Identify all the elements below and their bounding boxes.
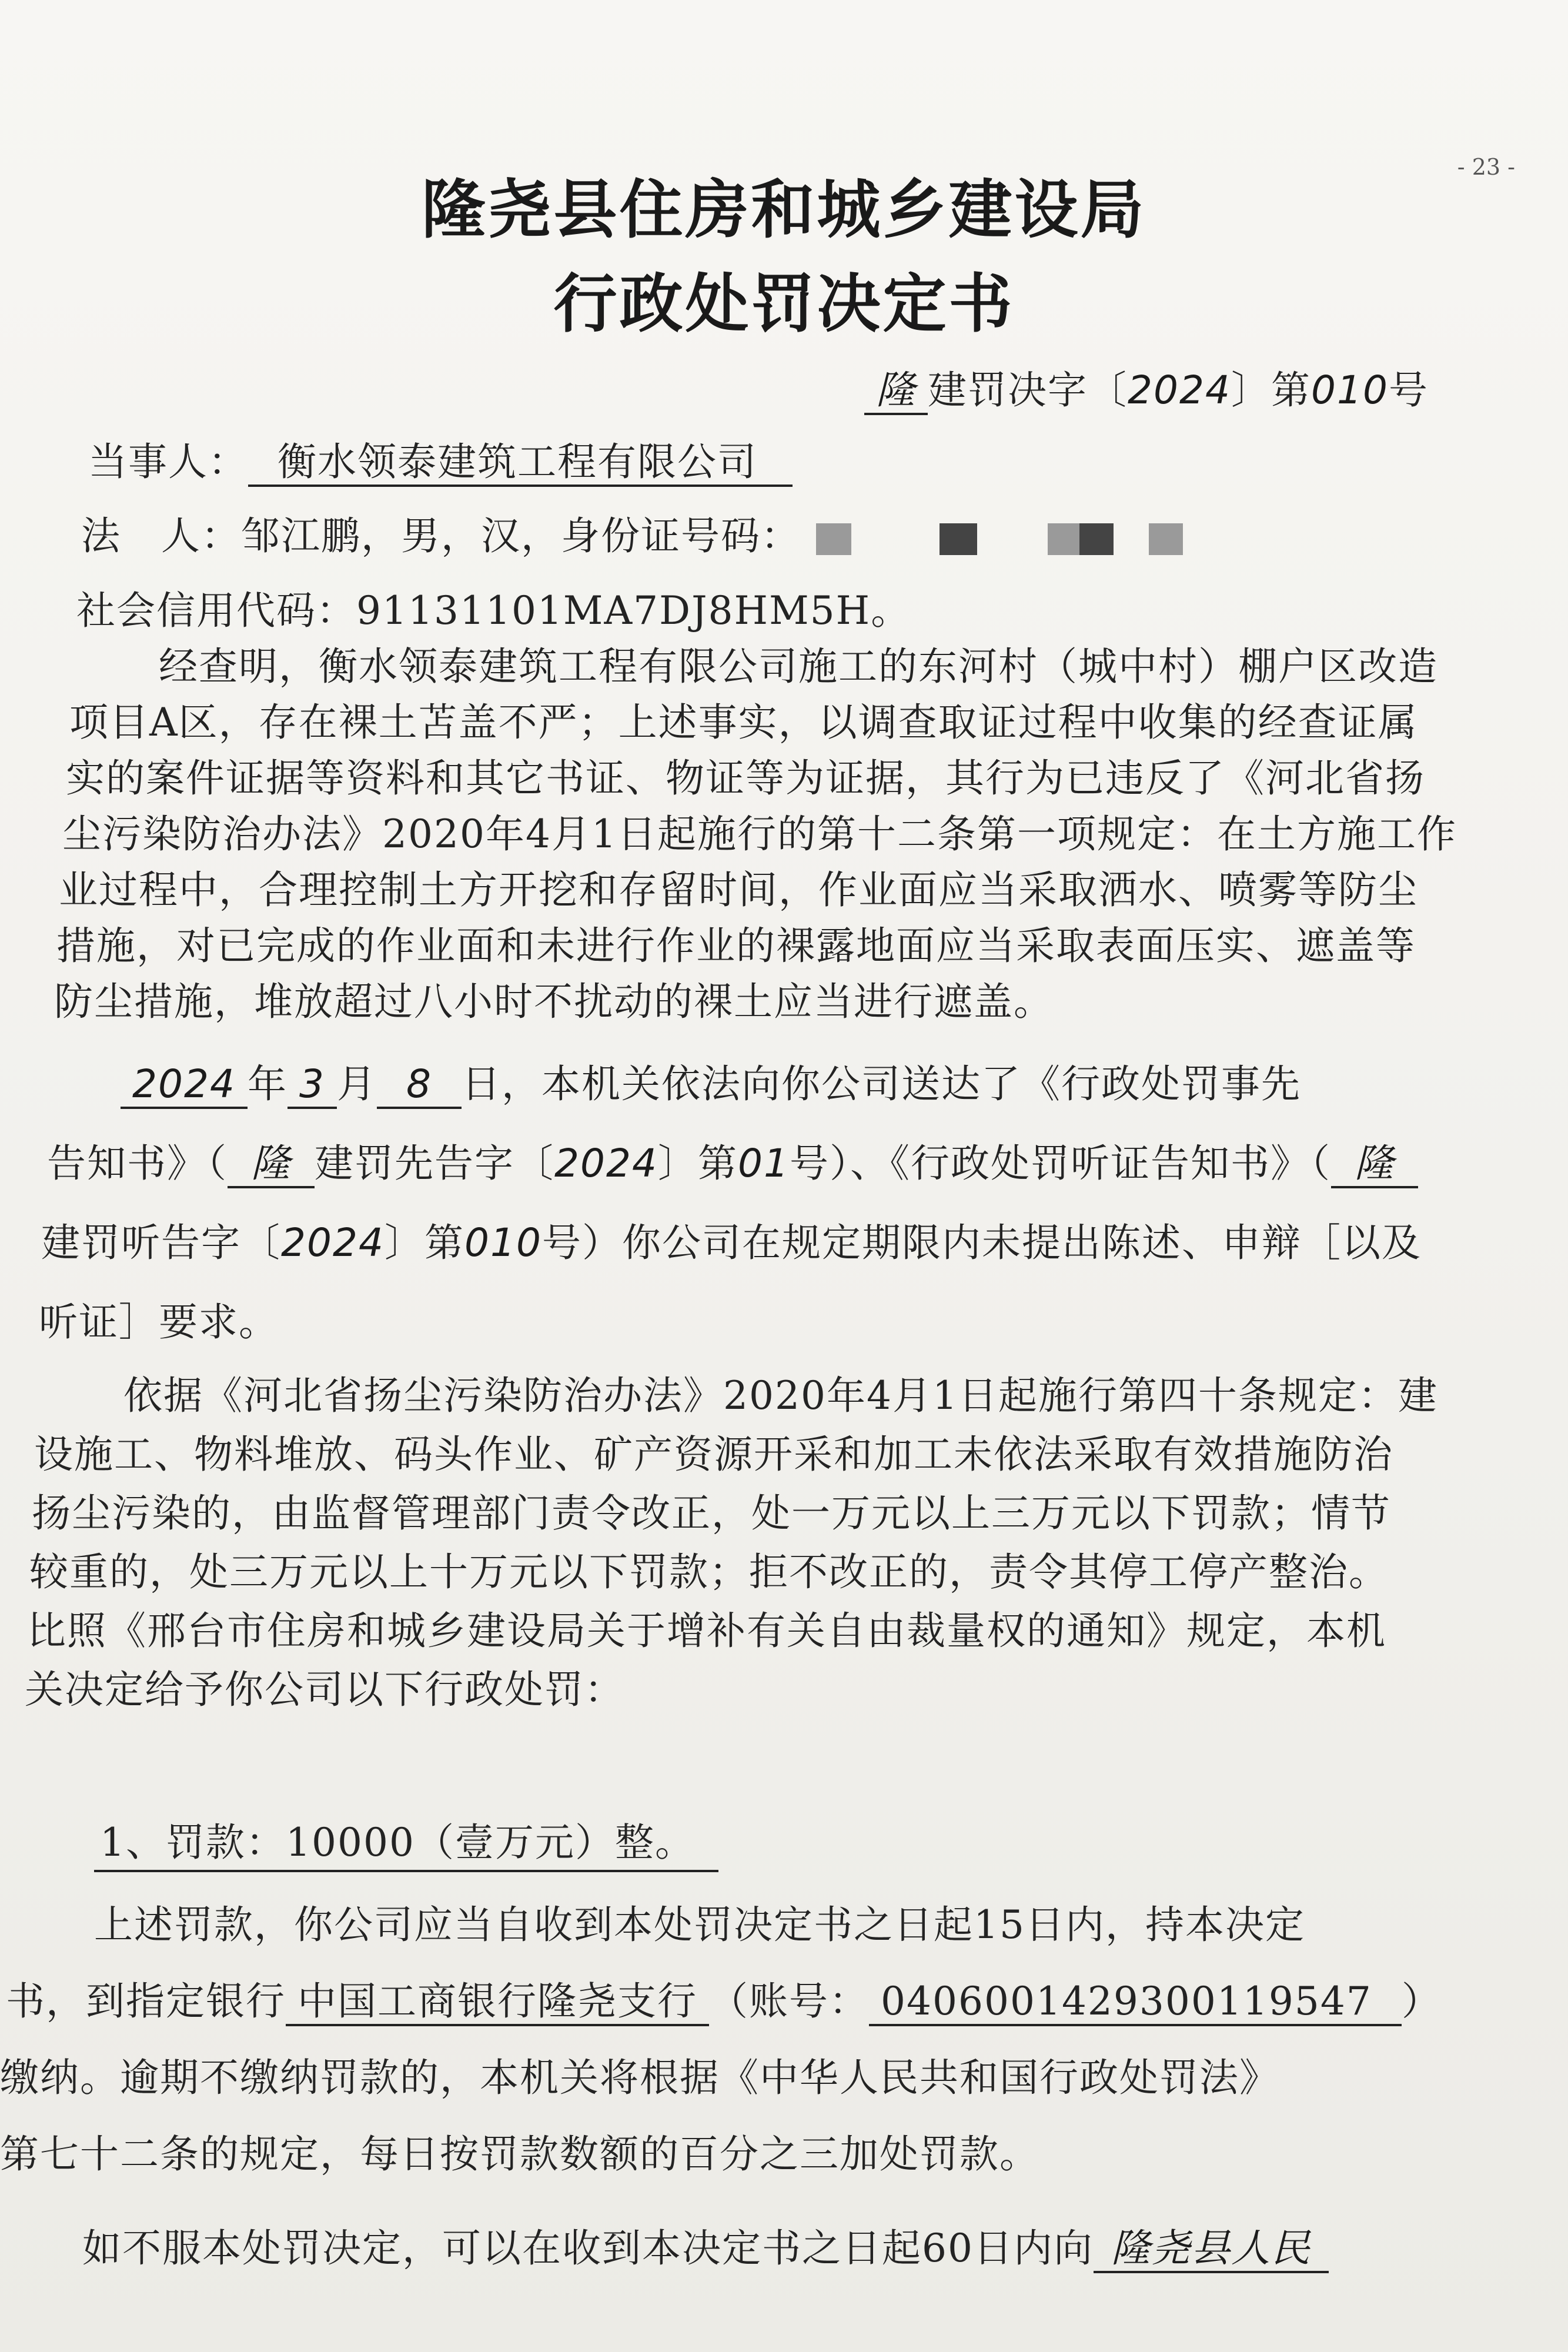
doc-no-mid: 建罚决字〔 bbox=[928, 368, 1128, 413]
notice-year3: 2024 bbox=[281, 1220, 385, 1265]
notice-line-2 bbox=[47, 1132, 1418, 1188]
para3-line: 扬尘污染的，由监督管理部门责令改正，处一万元以上三万元以下罚款；情节 bbox=[32, 1491, 1391, 1536]
para3-line: 设施工、物料堆放、码头作业、矿产资源开采和加工未依法采取有效措施防治 bbox=[34, 1432, 1393, 1477]
payment-text: （账号： bbox=[709, 1979, 869, 2024]
party-name: 衡水领泰建筑工程有限公司 bbox=[248, 439, 793, 487]
para1-line: 防尘措施，堆放超过八小时不扰动的裸土应当进行遮盖。 bbox=[54, 979, 1054, 1024]
notice-day-label: 日 bbox=[461, 1061, 502, 1107]
legal-rep-line bbox=[81, 505, 1183, 560]
penalty-amount: 1、罚款：10000（壹万元）整。 bbox=[94, 1820, 718, 1872]
notice-line-3 bbox=[41, 1211, 1422, 1267]
payment-line-1: 上述罚款，你公司应当自收到本处罚决定书之日起15日内，持本决定 bbox=[94, 1902, 1305, 1947]
doc-no-end: 号 bbox=[1388, 368, 1429, 413]
para3-line: 比照《邢台市住房和城乡建设局关于增补有关自由裁量权的通知》规定，本机 bbox=[27, 1608, 1386, 1653]
redaction-block bbox=[816, 523, 851, 555]
payment-line-2 bbox=[6, 1970, 1442, 2026]
notice-line-4: 听证］要求。 bbox=[39, 1299, 279, 1345]
appeal-org: 隆尧县人民 bbox=[1094, 2226, 1329, 2273]
party-line bbox=[88, 430, 793, 486]
notice-text: 建罚先告字〔 bbox=[315, 1141, 554, 1186]
notice-text: ，本机关依法向你公司送达了《行政处罚事先 bbox=[501, 1061, 1301, 1107]
notice-org: 隆 bbox=[228, 1141, 315, 1188]
notice-text: 号）、《行政处罚听证告知书》（ bbox=[789, 1141, 1331, 1186]
para3-line: 关决定给予你公司以下行政处罚： bbox=[25, 1667, 624, 1712]
redaction-block bbox=[1048, 523, 1079, 555]
notice-org2: 隆 bbox=[1331, 1141, 1418, 1188]
redaction-block bbox=[940, 523, 977, 555]
notice-line-1 bbox=[121, 1053, 1301, 1108]
notice-year-label: 年 bbox=[247, 1061, 287, 1107]
payment-text: ） bbox=[1401, 1979, 1442, 2024]
payment-line-3: 缴纳。逾期不缴纳罚款的，本机关将根据《中华人民共和国行政处罚法》 bbox=[0, 2055, 1279, 2100]
doc-no-year: 2024 bbox=[1128, 368, 1231, 413]
para3-line: 较重的，处三万元以上十万元以下罚款；拒不改正的，责令其停工停产整治。 bbox=[29, 1549, 1389, 1595]
party-label: 当事人： bbox=[88, 439, 248, 485]
notice-text: 〕第 bbox=[384, 1220, 464, 1265]
notice-year: 2024 bbox=[121, 1061, 248, 1109]
payment-bank: 中国工商银行隆尧支行 bbox=[286, 1979, 709, 2026]
notice-text: 告知书》（ bbox=[47, 1141, 228, 1186]
notice-text: 建罚听告字〔 bbox=[41, 1220, 281, 1265]
doc-no-close: 〕第 bbox=[1231, 368, 1311, 413]
payment-account: 0406001429300119547 bbox=[869, 1979, 1402, 2026]
appeal-text: 如不服本处罚决定，可以在收到本决定书之日起60日内向 bbox=[82, 2226, 1094, 2271]
payment-text: 书，到指定银行 bbox=[6, 1979, 286, 2024]
redaction-block bbox=[1079, 523, 1114, 555]
notice-month-label: 月 bbox=[336, 1061, 377, 1107]
legal-rep-text: 法 人：邹江鹏，男，汉，身份证号码： bbox=[81, 513, 801, 559]
notice-num2: 01 bbox=[737, 1141, 790, 1186]
document-title-agency: 隆尧县住房和城乡建设局 bbox=[422, 173, 1146, 247]
para1-line: 措施，对已完成的作业面和未进行作业的裸露地面应当采取表面压实、遮盖等 bbox=[56, 923, 1416, 968]
para3-line: 依据《河北省扬尘污染防治办法》2020年4月1日起施行第四十条规定：建 bbox=[123, 1373, 1438, 1418]
para1-line: 项目A区，存在裸土苫盖不严；上述事实，以调查取证过程中收集的经查证属 bbox=[69, 700, 1418, 745]
credit-code-line: 社会信用代码：91131101MA7DJ8HM5H。 bbox=[76, 588, 911, 633]
appeal-line bbox=[82, 2217, 1329, 2273]
notice-num3: 010 bbox=[464, 1220, 542, 1265]
notice-text: 号）你公司在规定期限内未提出陈述、申辩［以及 bbox=[541, 1220, 1422, 1265]
para1-line: 实的案件证据等资料和其它书证、物证等为证据，其行为已违反了《河北省扬 bbox=[66, 756, 1425, 801]
para1-line: 尘污染防治办法》2020年4月1日起施行的第十二条第一项规定：在土方施工作 bbox=[62, 811, 1457, 857]
redaction-block bbox=[1149, 523, 1183, 555]
doc-no-org: 隆 bbox=[864, 368, 928, 415]
notice-text: 〕第 bbox=[657, 1141, 738, 1186]
document-number bbox=[864, 359, 1429, 415]
notice-year2: 2024 bbox=[554, 1141, 658, 1186]
page-number: - 23 - bbox=[1457, 154, 1515, 180]
doc-no-num: 010 bbox=[1310, 368, 1389, 413]
para1-line: 业过程中，合理控制土方开挖和存留时间，作业面应当采取洒水、喷雾等防尘 bbox=[59, 867, 1418, 913]
payment-line-4: 第七十二条的规定，每日按罚款数额的百分之三加处罚款。 bbox=[0, 2132, 1039, 2177]
notice-day: 8 bbox=[377, 1061, 462, 1109]
notice-month: 3 bbox=[287, 1061, 337, 1109]
penalty-line bbox=[94, 1811, 718, 1867]
document-title-type: 行政处罚决定书 bbox=[553, 267, 1015, 341]
para1-line: 经查明，衡水领泰建筑工程有限公司施工的东河村（城中村）棚户区改造 bbox=[159, 644, 1438, 689]
